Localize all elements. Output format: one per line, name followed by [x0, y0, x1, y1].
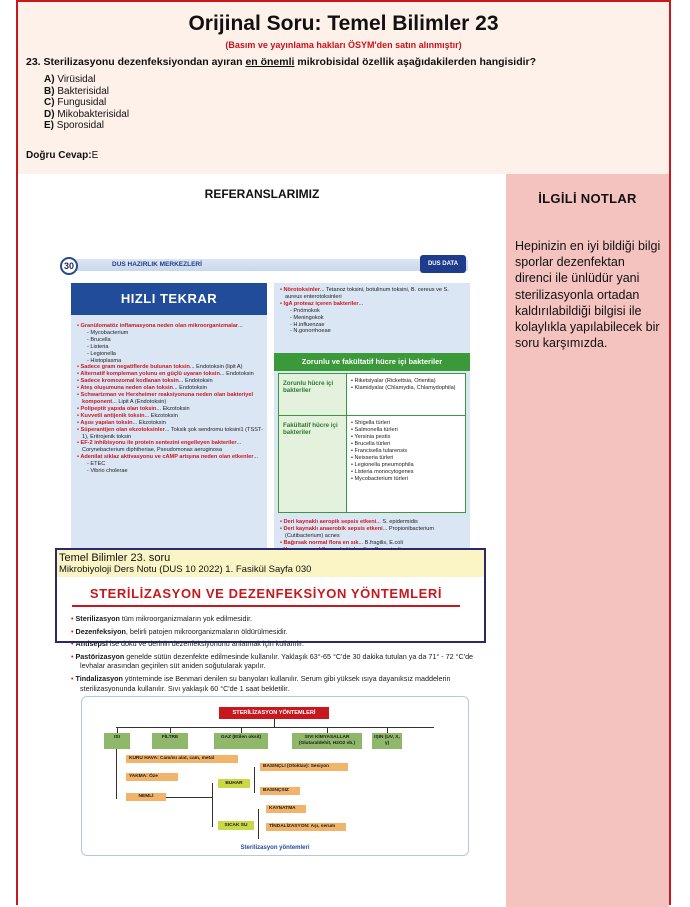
answer-option — [44, 74, 129, 86]
notes-text: Hepinizin en iyi bildiği bilgi sporlar dezenfektan direnci ile ünlüdür yani sterilizasyonla ortadan kaldırılabildiği bilgisi ile kolaylıkla yapılabilecek bir soru karşımızda. — [515, 239, 661, 351]
list-item — [77, 351, 263, 358]
diagram-method-box: GAZ (Etilen oksit) — [214, 733, 268, 749]
bullet-icon: • — [77, 364, 81, 371]
table-cell-item: • Brucella türleri — [351, 441, 391, 447]
option-text: Mikobakterisidal — [54, 108, 130, 120]
list-item — [77, 371, 263, 378]
list-item-value: - Listeria — [87, 343, 109, 350]
list-item-value: ... — [358, 300, 364, 307]
table-row-items — [351, 420, 463, 483]
list-item-value: ... Ekzotoksin — [132, 419, 166, 426]
book-header-label: DUS HAZIRLIK MERKEZLERİ — [112, 261, 202, 268]
page-title: Orijinal Soru: Temel Bilimler 23 — [188, 12, 499, 35]
list-item-key: Granülomatöz inflamasyona neden olan mikroorganizmalar — [80, 323, 239, 329]
toxin-facts-top — [280, 287, 466, 335]
list-item-key: Polipeptit yapıda olan toksin — [80, 405, 157, 412]
option-text: Virüsidal — [54, 74, 96, 85]
diagram-basincsiz: BASINÇSIZ — [260, 787, 300, 795]
bullet-icon: • — [77, 392, 81, 399]
bullet-icon: • — [77, 419, 81, 426]
definition-term: Pastörizasyon — [75, 651, 125, 661]
bullet-icon: • — [77, 426, 81, 433]
list-item-value: ... Tetanoz toksini, botulinum toksini, B. cereus ve S. aureus enterotoksinleri — [285, 287, 449, 300]
bullet-icon: • — [71, 651, 76, 661]
diagram-caption: Sterilizasyon yöntemleri — [240, 845, 310, 851]
table-cell-item: • Listeria monocytogenes — [351, 469, 414, 475]
diagram-method-box: SIVI KİMYASALLAR (Glutaraldehit, H2O2 vb.) — [292, 733, 362, 749]
hizli-tekrar-list — [77, 323, 263, 475]
definition-text: ise doku ve derinin dezenfeksiyonunu anlatmak için kullanılır. — [107, 639, 305, 649]
list-item-key: Deri kaynaklı anaerobik sepsis etkeni — [283, 526, 383, 532]
diagram-connector — [116, 749, 117, 799]
question-text — [26, 56, 661, 68]
list-item-value: ... Endotoksin — [219, 371, 254, 378]
diagram-nemli: NEMLİ — [126, 793, 166, 801]
diagram-title: STERİLİZASYON YÖNTEMLERİ — [219, 707, 329, 719]
bullet-icon: • — [77, 385, 81, 392]
diagram-tindalizasyon: TİNDALİZASYON: Aşı, serum — [266, 823, 346, 831]
diagram-basincli: BASINÇLI (Otoklav): Sesiyon — [260, 763, 348, 771]
table-cell-item: • Yersinia pestis — [351, 434, 391, 440]
list-item — [280, 328, 466, 335]
list-item — [77, 440, 263, 454]
intracellular-table — [278, 373, 466, 513]
references-heading: REFERANSLARIMIZ — [204, 187, 320, 201]
list-item — [280, 301, 466, 308]
table-cell-item: • Francisella tularensis — [351, 448, 408, 454]
bullet-icon: • — [280, 526, 284, 532]
diagram-yakma: YAKMA: Öze — [126, 773, 178, 781]
bullet-icon: • — [77, 405, 81, 412]
list-item-key: Alternatif kompleman yolunu en güçlü uyaran toksin — [80, 371, 220, 378]
list-item-value: ... Toksik şok sendromu toksini1 (TSST-1), Eritrojenik toksin — [82, 426, 263, 440]
list-item-key: Sadece gram negatiflerde bulunan toksin — [80, 364, 190, 371]
table-cell-item: • Neisseria türleri — [351, 455, 394, 461]
list-item — [77, 337, 263, 344]
bullet-icon: • — [77, 378, 81, 385]
table-row — [279, 416, 465, 512]
bullet-icon: • — [77, 440, 81, 447]
list-item-key: Bağırsak normal flora en sık — [283, 540, 359, 546]
diagram-connector — [166, 797, 212, 798]
question-header — [18, 2, 669, 174]
table-cell-item: • Legionella pneumophila — [351, 462, 414, 468]
diagram-connector — [212, 783, 213, 827]
list-item-value: - H.influenzae — [290, 321, 325, 328]
notes-column — [506, 174, 669, 907]
list-item — [280, 322, 466, 329]
list-item-value: ... Endotoksin (lipit A) — [189, 364, 243, 371]
bullet-icon: • — [71, 639, 76, 649]
table-row-items — [351, 378, 463, 392]
list-item — [77, 330, 263, 337]
references-column — [18, 174, 506, 907]
list-item-value: ... Propionibacterium (Cutibacterium) acnes — [285, 526, 435, 539]
sterilization-methods-diagram — [81, 696, 469, 856]
page-frame — [16, 0, 671, 905]
hizli-tekrar-panel — [71, 283, 267, 551]
bullet-icon: • — [71, 614, 76, 623]
list-item-key: Schwartzman ve Herxheimer reaksiyonuna neden olan bakteriyel komponent — [80, 392, 254, 405]
option-letter: D) — [44, 108, 55, 120]
table-cell-item: • Klamidyalar (Chlamydia, Chlamydophila) — [351, 385, 456, 391]
bullet-icon: • — [77, 454, 81, 461]
bullet-icon: • — [280, 519, 284, 525]
list-item-value: - Histoplasma — [87, 357, 122, 364]
hizli-tekrar-title: HIZLI TEKRAR — [71, 283, 267, 315]
diagram-method-box: ISI — [104, 733, 130, 749]
book-page-number: 30 — [60, 257, 78, 275]
list-item-value: - Vibrio cholerae — [87, 468, 128, 475]
list-item-value: - Brucella — [87, 336, 111, 343]
definition-text: tüm mikroorganizmaların yok edilmesidir. — [119, 614, 253, 623]
correct-answer — [26, 150, 98, 161]
list-item-value: ... Ekzotoksin — [144, 412, 178, 419]
list-item-key: Deri kaynaklı aeropik sepsis etkeni — [283, 519, 377, 525]
list-item — [77, 406, 263, 413]
reference-source: Mikrobiyoloji Ders Notu (DUS 10 2022) 1. Fasikül Sayfa 030 — [59, 564, 312, 575]
option-text: Fungusidal — [54, 97, 107, 109]
answer-option — [44, 97, 129, 109]
answer-value: E — [91, 150, 99, 161]
list-item-key: Adenilat siklaz aktivasyonu ve cAMP artışına neden olan etkenler — [80, 454, 254, 461]
bullet-icon: • — [280, 540, 284, 546]
diagram-connector — [258, 809, 259, 839]
list-item — [77, 454, 263, 461]
list-item-value: - Legionella — [87, 350, 116, 357]
answer-label: Doğru Cevap: — [26, 150, 92, 161]
list-item — [280, 540, 466, 547]
diagram-connector — [254, 767, 255, 793]
list-item-value: - Meningokok — [290, 314, 324, 321]
dus-data-logo: DUS DATA — [420, 255, 466, 273]
option-text: Sporosidal — [54, 120, 105, 132]
list-item-value: ... Lipit A (Endotoksin) — [112, 398, 167, 405]
table-row — [279, 374, 465, 416]
list-item-value: ... Endotoksin — [178, 378, 213, 385]
list-item-key: Sadece kromozomal kodlanan toksin — [80, 378, 179, 385]
answer-option — [44, 86, 129, 98]
list-item-value: - ETEC — [87, 461, 106, 468]
question-number: 23. — [26, 56, 41, 68]
table-cell-item: • Salmonella türleri — [351, 427, 398, 433]
definition-term: Antisepsi — [75, 639, 108, 649]
diagram-sicak-su: SICAK SU — [218, 821, 254, 830]
definition-term: Sterilizasyon — [75, 614, 120, 623]
list-item — [280, 526, 466, 540]
option-letter: B) — [44, 85, 55, 97]
list-item — [77, 427, 263, 441]
option-text: Bakterisidal — [54, 85, 110, 97]
option-letter: A) — [44, 74, 55, 85]
diagram-kaynatma: KAYNATMA — [266, 805, 306, 813]
list-item-value: ... Endotoksin — [172, 385, 207, 392]
diagram-buhar: BUHAR — [218, 779, 250, 788]
option-letter: C) — [44, 97, 55, 109]
book-page-hizli-tekrar — [56, 253, 474, 553]
list-item-value: ... — [253, 454, 259, 461]
list-item-key: EF-2 inhibisyonu ile protein sentezini engelleyen bakteriler — [80, 440, 237, 447]
diagram-connector — [274, 719, 275, 727]
definition-item — [66, 652, 476, 671]
table-cell-item: • Mycobacterium türleri — [351, 476, 408, 482]
table-row-label: Fakültatif hücre içi bakteriler — [279, 416, 347, 512]
table-cell-item: • Riketsiyalar (Rickettsia, Orientia) — [351, 378, 436, 384]
list-item — [77, 385, 263, 392]
question-stem-end: mikrobisidal özellik aşağıdakilerden hangisidir? — [297, 56, 537, 68]
diagram-method-box: FİLTRE — [152, 733, 188, 749]
table-cell-item: • Shigella türleri — [351, 420, 390, 426]
answer-option — [44, 109, 129, 121]
list-item — [77, 420, 263, 427]
list-item-value: - Mycobacterium — [87, 329, 129, 336]
list-item-value: ... Ekzotoksin — [156, 405, 190, 412]
definition-item — [66, 674, 476, 693]
list-item — [77, 358, 263, 365]
list-item — [77, 413, 263, 420]
bullet-icon: • — [77, 323, 81, 329]
list-item — [280, 519, 466, 526]
notes-heading: İLGİLİ NOTLAR — [538, 191, 637, 206]
diagram-kuru-hava: KURU HAVA: Cam/ısı alat, cam, metal — [126, 755, 238, 763]
option-letter: E) — [44, 120, 54, 132]
bullet-icon: • — [280, 287, 284, 293]
bullet-icon: • — [71, 673, 76, 683]
list-item-key: IgA proteaz içeren bakteriler — [283, 300, 359, 307]
list-item-value: ... S. epidermidis — [376, 519, 418, 525]
list-item — [280, 315, 466, 322]
list-item — [77, 364, 263, 371]
bullet-icon: • — [77, 371, 81, 378]
copyright-note: (Basım ve yayınlama hakları ÖSYM'den satın alınmıştır) — [225, 40, 462, 50]
reference-highlight-box — [55, 548, 486, 643]
toxin-facts-panel — [274, 283, 470, 551]
list-item-key: Kuvvetli antijenik toksin — [80, 412, 145, 419]
list-item-value: ... Corynebacterium diphtheriae, Pseudomonas aeruginosa — [82, 440, 242, 454]
bullet-icon: • — [71, 626, 76, 636]
reference-question: Temel Bilimler 23. soru — [59, 552, 171, 564]
definition-text: yönteminde ise Benmari denilen su banyoları kullanılır. Serum gibi yüksek ısıya dayanıksız maddelerin sterilizasyonunda kullanılır. Sıvı yaklaşık 60 °C'de 1 saat bekletilir. — [80, 673, 451, 693]
list-item — [77, 378, 263, 385]
list-item-key: Süperantijen olan ekzotoksinler — [80, 426, 165, 433]
list-item-key: Ateş oluşumuna neden olan toksin — [80, 385, 173, 392]
sterilization-section-title: STERİLİZASYON VE DEZENFEKSİYON YÖNTEMLERİ — [89, 586, 443, 601]
list-item — [77, 323, 263, 330]
reference-label — [57, 550, 484, 577]
list-item-value: ... — [238, 323, 243, 329]
answer-option — [44, 120, 129, 132]
question-stem-start: Sterilizasyonu dezenfeksiyondan ayıran — [43, 56, 243, 68]
list-item-key: Aşısı yapılan toksin — [80, 419, 133, 426]
list-item-key: Nörotoksinler — [283, 287, 320, 293]
diagram-method-box: IŞIN (UV, X, γ) — [372, 733, 402, 749]
intracellular-table-title: Zorunlu ve fakültatif hücre içi bakteriler — [274, 353, 470, 371]
definition-term: Dezenfeksiyon — [75, 626, 126, 636]
list-item — [280, 308, 466, 315]
bullet-icon: • — [77, 412, 81, 419]
definition-text: , belirli patojen mikroorganizmaların öldürülmesidir. — [125, 626, 288, 636]
table-row-label: Zorunlu hücre içi bakteriler — [279, 374, 347, 415]
list-item — [280, 287, 466, 301]
definition-term: Tindalizasyon — [75, 673, 123, 683]
list-item — [77, 468, 263, 475]
list-item-value: - Pnömokok — [290, 307, 320, 314]
list-item — [77, 344, 263, 351]
bullet-icon: • — [280, 300, 284, 307]
list-item-value: - N.gonorrhoeae — [290, 328, 331, 335]
question-emphasis: en önemli — [245, 56, 295, 68]
answer-options — [44, 74, 129, 132]
list-item-value: ... B.fragilis, E.coli — [358, 540, 403, 546]
definition-text: genelde sütün dezenfekte edilmesinde kullanılır. Yaklaşık 63°-65 °C'de 30 dakika tutulan ya da 71° - 72 °C'de levhalar arasından geçirilen süt aniden soğutularak yapılır. — [80, 651, 474, 671]
list-item — [77, 461, 263, 468]
list-item — [77, 392, 263, 406]
